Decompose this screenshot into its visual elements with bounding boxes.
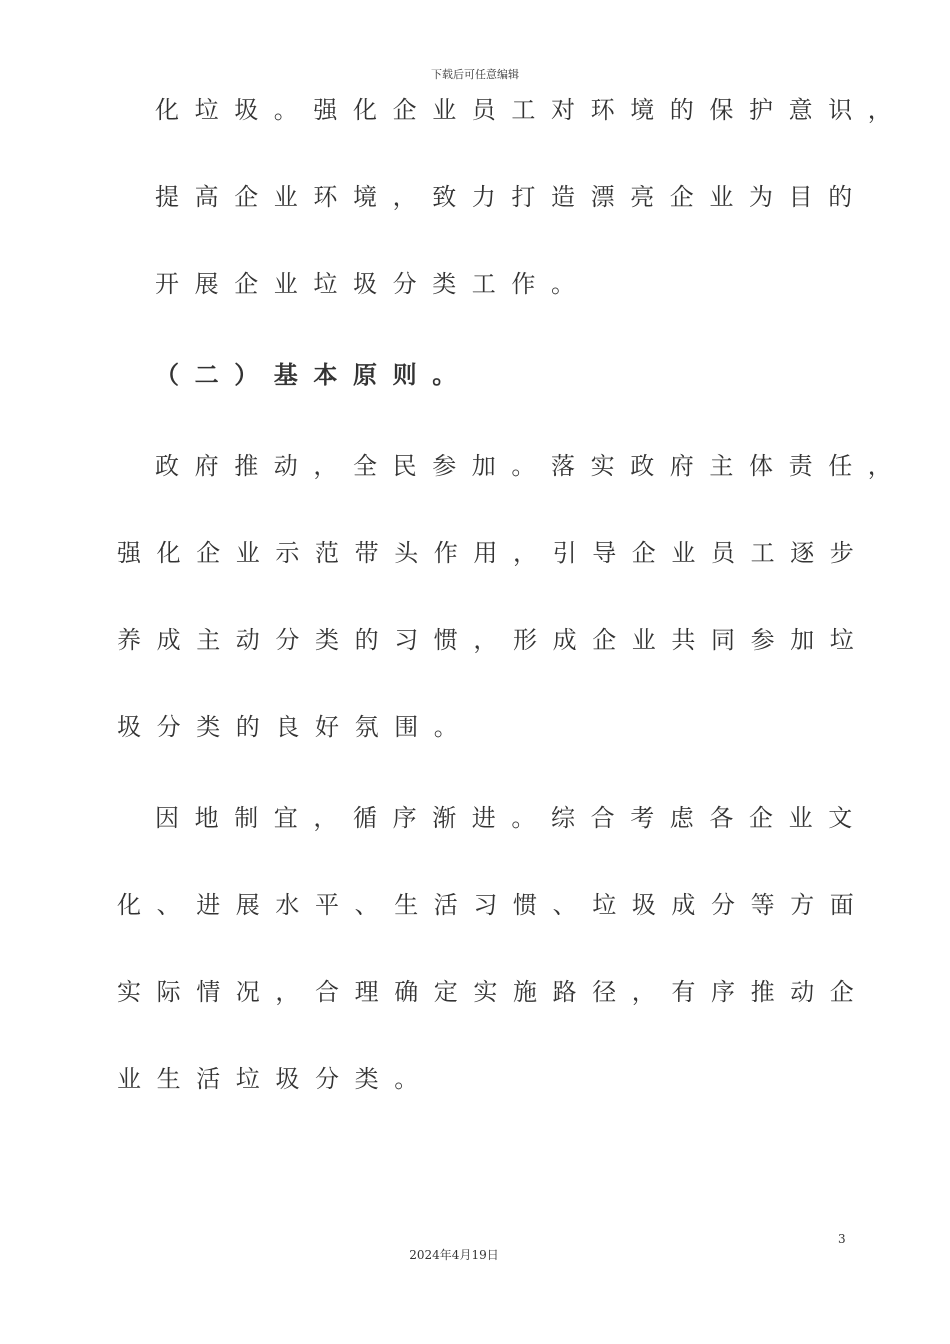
body-line: 实际情况，合理确定实施路径，有序推动企	[117, 978, 870, 1006]
body-line: 养成主动分类的习惯，形成企业共同参加垃	[117, 626, 870, 654]
page-header: 下载后可任意编辑	[431, 68, 519, 81]
body-line: 圾分类的良好氛围。	[117, 713, 474, 741]
page-footer-date: 2024年4月19日	[409, 1248, 499, 1262]
section-heading: （二）基本原则。	[155, 361, 472, 389]
body-line: 化垃圾。强化企业员工对环境的保护意识，	[155, 96, 908, 124]
body-line: 开展企业垃圾分类工作。	[155, 270, 591, 298]
page-number: 3	[838, 1232, 846, 1246]
body-line: 提高企业环境，致力打造漂亮企业为目的	[155, 183, 868, 211]
body-line: 因地制宜，循序渐进。综合考虑各企业文	[155, 804, 868, 832]
body-line: 强化企业示范带头作用，引导企业员工逐步	[117, 539, 870, 567]
body-line: 政府推动，全民参加。落实政府主体责任，	[155, 452, 908, 480]
body-line: 业生活垃圾分类。	[117, 1065, 434, 1093]
body-line: 化、进展水平、生活习惯、垃圾成分等方面	[117, 891, 870, 919]
